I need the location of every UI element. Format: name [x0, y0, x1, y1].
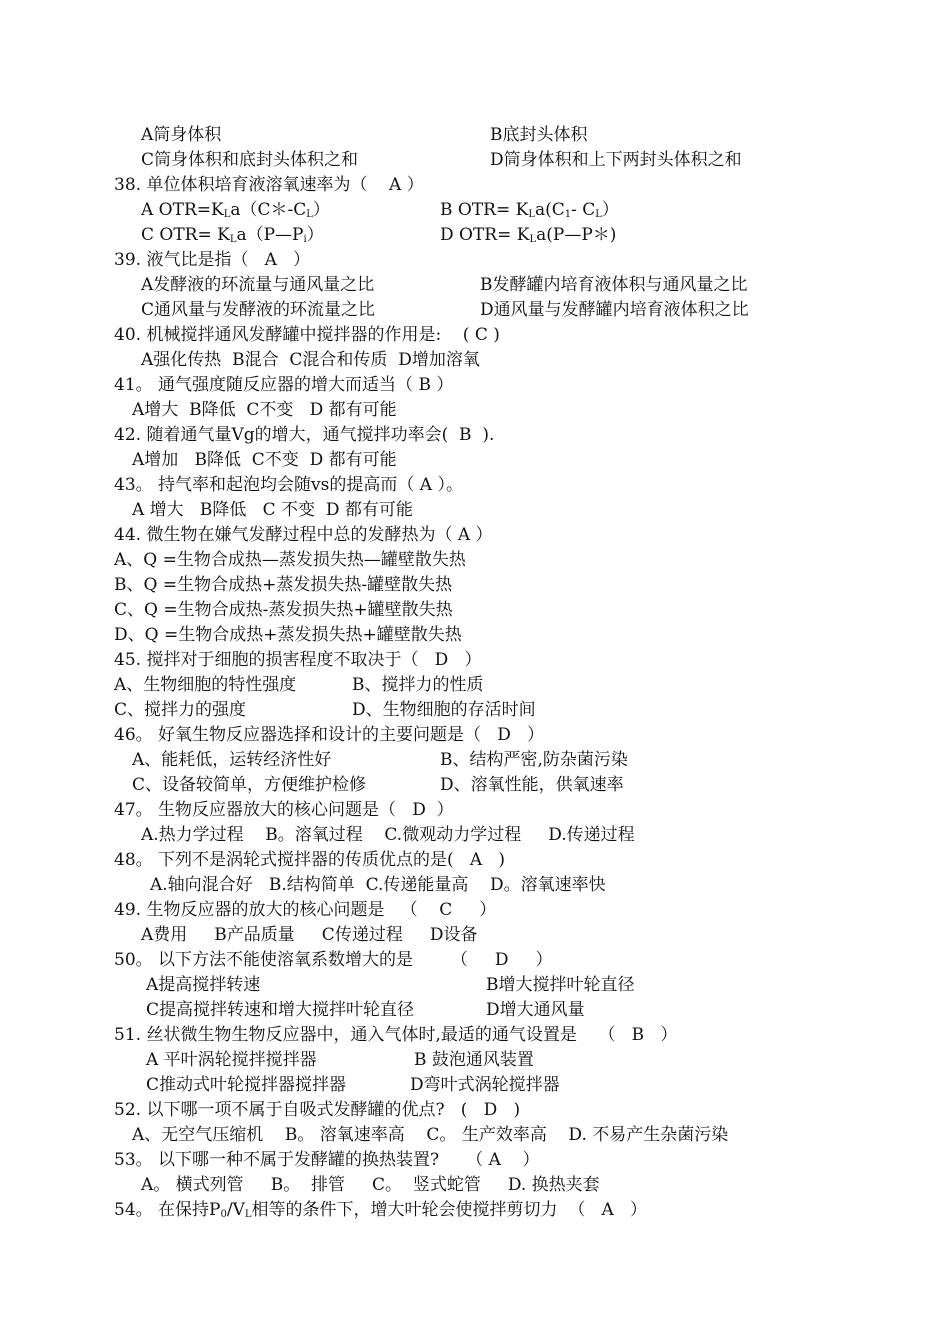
option-51d: D弯叶式涡轮搅拌器	[410, 1075, 560, 1095]
option-37a: A筒身体积	[141, 125, 222, 145]
option-39c: C通风量与发酵液的环流量之比	[141, 300, 376, 320]
option-50c: C提高搅拌转速和增大搅拌叶轮直径	[146, 1000, 415, 1020]
question-48: 48。 下列不是涡轮式搅拌器的传质优点的是( A )	[114, 850, 505, 870]
option-44d: D、Q =生物合成热+蒸发损失热+罐壁散失热	[114, 625, 462, 645]
question-51: 51. 丝状微生物生物反应器中，通入气体时,最适的通气设置是 （ B ）	[114, 1025, 678, 1045]
option-46b: B、结构严密,防杂菌污染	[440, 750, 628, 770]
question-38: 38. 单位体积培育液溶氧速率为（ A ）	[114, 175, 424, 195]
option-37b: B底封头体积	[490, 125, 588, 145]
option-38c: C $OTR= K_La(P—P_i)$	[141, 225, 324, 245]
options-49: A费用 B产品质量 C传递过程 D设备	[141, 925, 478, 945]
question-40: 40. 机械搅拌通风发酵罐中搅拌器的作用是: ( C )	[114, 325, 500, 345]
option-51b: B 鼓泡通风装置	[414, 1050, 534, 1070]
options-41: A增大 B降低 C不变 D 都有可能	[132, 400, 397, 420]
option-51a: A 平叶涡轮搅拌搅拌器	[146, 1050, 317, 1070]
question-54: 54。 在保持$P_0/V_L$相等的条件下，增大叶轮会使搅拌剪切力 （ A ）	[114, 1200, 648, 1220]
question-46: 46。 好氧生物反应器选择和设计的主要问题是（ D ）	[114, 725, 545, 745]
option-38b: B $OTR= K_La(C_1-$ $C_L$）	[440, 200, 619, 220]
question-43: 43。 持气率和起泡均会随vs的提高而（ A ）。	[114, 475, 463, 495]
question-45: 45. 搅拌对于细胞的损害程度不取决于（ D ）	[114, 650, 482, 670]
question-39: 39. 液气比是指（ A ）	[114, 250, 311, 270]
option-46c: C、设备较简单，方便维护检修	[132, 775, 367, 795]
options-52: A、无空气压缩机 B。 溶氧速率高 C。 生产效率高 D. 不易产生杂菌污染	[132, 1125, 729, 1145]
question-53: 53。 以下哪一种不属于发酵罐的换热装置? （ A ）	[114, 1150, 540, 1170]
question-52: 52. 以下哪一项不属于自吸式发酵罐的优点? ( D )	[114, 1100, 521, 1120]
options-48: A.轴向混合好 B.结构简单 C.传递能量高 D。溶氧速率快	[150, 875, 606, 895]
question-42: 42. 随着通气量Vg的增大，通气搅拌功率会( B ).	[114, 425, 495, 445]
option-38d: D $OTR= K_La(P—P*)$	[440, 225, 617, 245]
question-49: 49. 生物反应器的放大的核心问题是 （ C ）	[114, 900, 497, 920]
question-44: 44. 微生物在嫌气发酵过程中总的发酵热为（ A ）	[114, 525, 493, 545]
option-38a: A $OTR=K_La(C*-C_L)$	[141, 200, 330, 220]
option-45a: A、生物细胞的特性强度	[114, 675, 297, 695]
option-44b: B、Q =生物合成热+蒸发损失热-罐壁散失热	[114, 575, 453, 595]
option-45b: B、搅拌力的性质	[352, 675, 484, 695]
options-43: A 增大 B降低 C 不变 D 都有可能	[132, 500, 413, 520]
option-46a: A、能耗低，运转经济性好	[132, 750, 332, 770]
options-42: A增加 B降低 C不变 D 都有可能	[132, 450, 397, 470]
question-50: 50。 以下方法不能使溶氧系数增大的是 （ D ）	[114, 950, 553, 970]
option-51c: C推动式叶轮搅拌器搅拌器	[146, 1075, 347, 1095]
option-46d: D、溶氧性能，供氧速率	[440, 775, 624, 795]
option-39a: A发酵液的环流量与通风量之比	[141, 275, 375, 295]
option-44c: C、Q =生物合成热-蒸发损失热+罐壁散失热	[114, 600, 453, 620]
options-40: A强化传热 B混合 C混合和传质 D增加溶氧	[141, 350, 480, 370]
option-44a: A、Q =生物合成热—蒸发损失热—罐壁散失热	[114, 550, 466, 570]
option-50a: A提高搅拌转速	[146, 975, 261, 995]
option-50b: B增大搅拌叶轮直径	[486, 975, 635, 995]
question-41: 41。 通气强度随反应器的增大而适当（ B ）	[114, 375, 454, 395]
option-39d: D通风量与发酵罐内培育液体积之比	[480, 300, 749, 320]
option-39b: B发酵罐内培育液体积与通风量之比	[480, 275, 748, 295]
options-47: A.热力学过程 B。溶氧过程 C.微观动力学过程 D.传递过程	[141, 825, 635, 845]
option-45c: C、搅拌力的强度	[114, 700, 247, 720]
option-37d: D筒身体积和上下两封头体积之和	[490, 150, 742, 170]
options-53: A。 横式列管 B。 排管 C。 竖式蛇管 D. 换热夹套	[141, 1175, 600, 1195]
option-50d: D增大通风量	[486, 1000, 585, 1020]
option-45d: D、生物细胞的存活时间	[352, 700, 536, 720]
question-47: 47。 生物反应器放大的核心问题是（ D ）	[114, 800, 454, 820]
option-37c: C筒身体积和底封头体积之和	[141, 150, 359, 170]
